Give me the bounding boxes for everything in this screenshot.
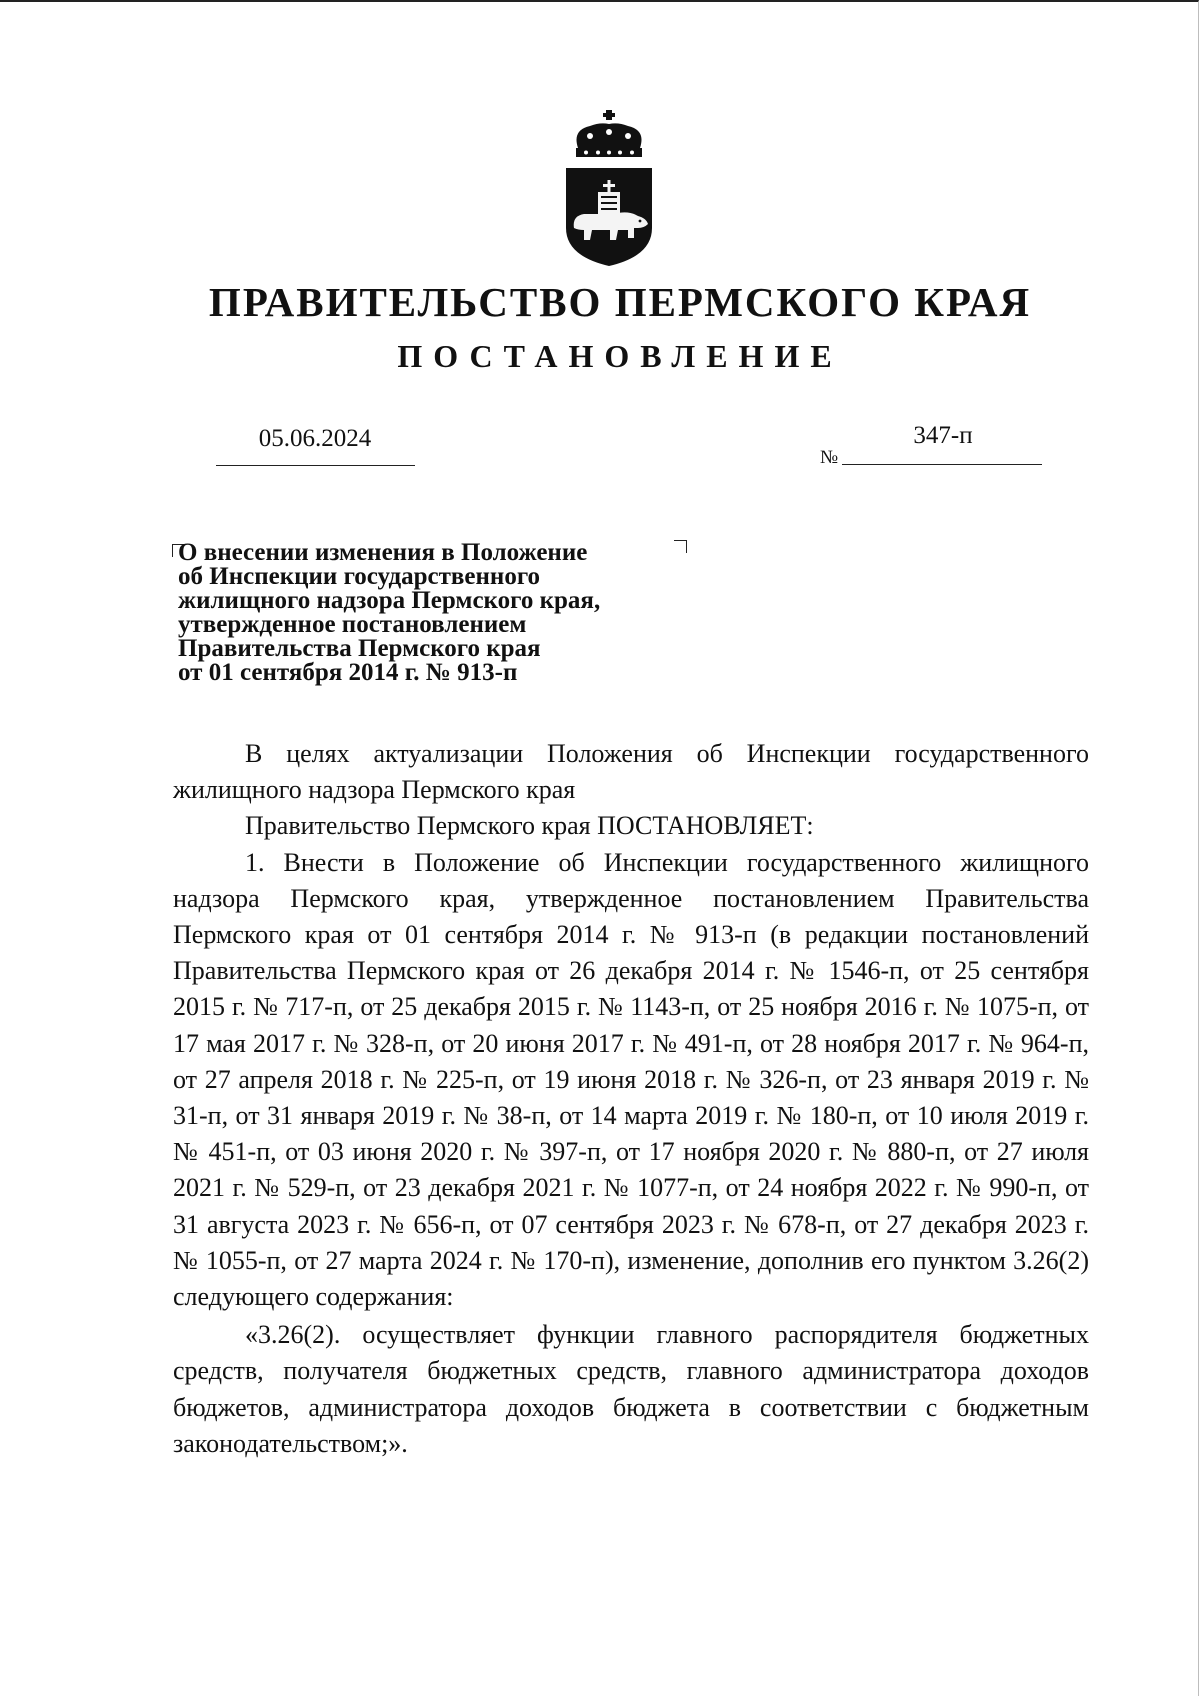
quoted-provision-paragraph: «3.26(2). осуществляет функции главного распорядителя бюджетных средств, получателя бюджетных средств, главного администратора доходов бюджетов, администратора доходов бюджета в соответствии с бюджетным законодательством;». xyxy=(173,1320,1089,1458)
government-title: ПРАВИТЕЛЬСТВО ПЕРМСКОГО КРАЯ xyxy=(208,279,1032,325)
subject-line: О внесении изменения в Положение xyxy=(178,539,588,566)
document-number: 347-п xyxy=(913,422,973,449)
document-body xyxy=(173,736,1089,1462)
perm-krai-coat-of-arms-icon xyxy=(560,110,658,266)
subject-line: утвержденное постановлением xyxy=(178,611,527,638)
resolution-paragraph: Правительство Пермского края ПОСТАНОВЛЯЕТ: xyxy=(245,811,814,841)
item-1-paragraph: 1. Внести в Положение об Инспекции государственного жилищного надзора Пермского края, утвержденное постановлением Правительства Пермского края от 01 сентября 2014 г. № 913-п (в редакции постановлений Правительства Пермского края от 26 декабря 2014 г. № 1546-п, от 25 сентября 2015 г. № 717-п, от 25 декабря 2015 г. № 1143-п, от 25 ноября 2016 г. № 1075-п, от 17 мая 2017 г. № 328-п, от 20 июня 2017 г. № 491-п, от 28 ноября 2017 г. № 964-п, от 27 апреля 2018 г. № 225-п, от 19 июня 2018 г. № 326-п, от 23 января 2019 г. № 31-п, от 31 января 2019 г. № 38-п, от 14 марта 2019 г. № 180-п, от 10 июля 2019 г. № 451-п, от 03 июня 2020 г. № 397-п, от 17 ноября 2020 г. № 880-п, от 27 июля 2021 г. № 529-п, от 23 декабря 2021 г. № 1077-п, от 24 ноября 2022 г. № 990-п, от 31 августа 2023 г. № 656-п, от 07 сентября 2023 г. № 678-п, от 27 декабря 2023 г. № 1055-п, от 27 марта 2024 г. № 170-п), изменение, дополнив его пунктом 3.26(2) следующего содержания: xyxy=(173,847,1089,1312)
document-type: ПОСТАНОВЛЕНИЕ xyxy=(397,338,843,374)
document-subject xyxy=(178,541,600,685)
subject-line: жилищного надзора Пермского края, xyxy=(178,587,601,614)
subject-line: Правительства Пермского края xyxy=(178,635,541,662)
number-sign: № xyxy=(820,447,839,468)
preamble-paragraph: В целях актуализации Положения об Инспекции государственного жилищного надзора Пермского края xyxy=(173,739,1089,805)
subject-line: от 01 сентября 2014 г. № 913-п xyxy=(178,659,518,686)
subject-corner-right xyxy=(674,540,687,553)
subject-line: об Инспекции государственного xyxy=(178,563,541,590)
document-date: 05.06.2024 xyxy=(258,425,372,452)
date-underline xyxy=(216,465,415,466)
number-underline xyxy=(842,464,1042,465)
